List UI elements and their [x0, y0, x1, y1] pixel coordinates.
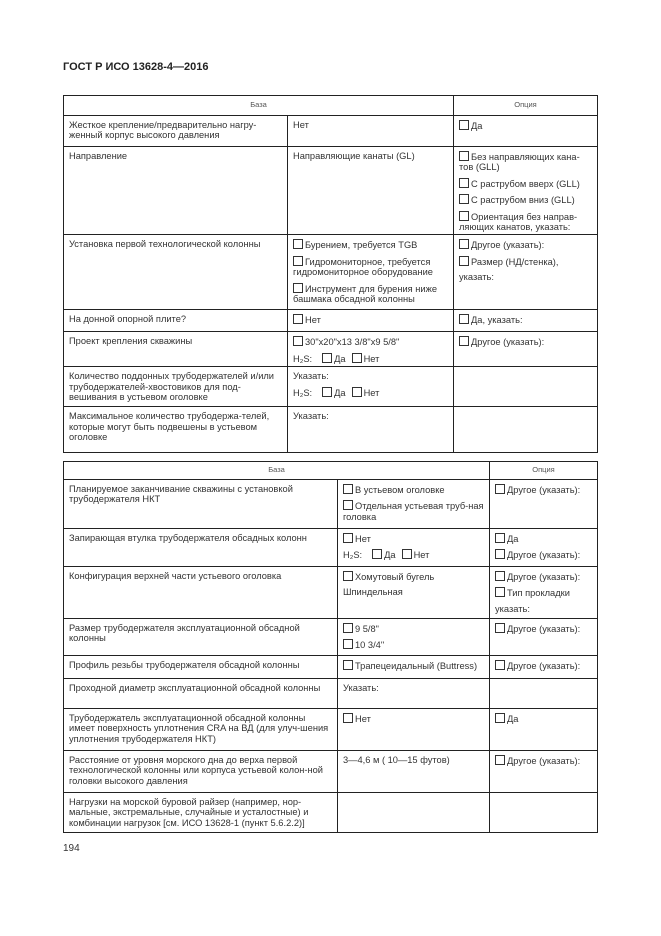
- text-segment: [343, 755, 450, 765]
- checkbox-icon[interactable]: [293, 283, 303, 293]
- option-cell: [454, 332, 598, 367]
- base-value-cell: [338, 679, 490, 709]
- cell-line: [293, 120, 448, 130]
- cell-text: Нет: [293, 120, 309, 130]
- cell-line: [495, 713, 592, 724]
- text-segment: [293, 411, 329, 421]
- checkbox-label: С раструбом вверх (GLL): [471, 178, 580, 189]
- page-number: 194: [63, 843, 80, 854]
- checkbox-option[interactable]: [343, 661, 477, 671]
- cell-line: [459, 256, 592, 267]
- checkbox-label: Без направляющих кана-тов (GLL): [459, 152, 580, 173]
- base-value-cell: [288, 407, 454, 453]
- cell-line: [459, 314, 592, 325]
- option-cell: [490, 567, 598, 619]
- checkbox-icon[interactable]: [495, 484, 505, 494]
- checkbox-option[interactable]: [343, 714, 371, 724]
- checkbox-icon[interactable]: [293, 314, 303, 324]
- table-row: [64, 116, 598, 147]
- base-label-cell: [64, 529, 338, 567]
- table-row: [64, 310, 598, 332]
- checkbox-option[interactable]: [459, 257, 558, 267]
- base-label-cell: [64, 310, 288, 332]
- checkbox-icon[interactable]: [459, 256, 469, 266]
- checkbox-option[interactable]: [459, 121, 482, 131]
- option-cell: [490, 480, 598, 529]
- cell-line: [343, 500, 484, 522]
- option-cell: [490, 656, 598, 679]
- cell-text: Указать:: [293, 371, 329, 382]
- cell-line: [293, 353, 448, 364]
- text-segment: [69, 713, 328, 744]
- cell-text: Указать:: [343, 683, 379, 693]
- checkbox-label: Нет: [413, 550, 430, 561]
- checkbox-icon[interactable]: [459, 194, 469, 204]
- checkbox-option[interactable]: [459, 195, 575, 205]
- cell-line: [293, 256, 448, 278]
- checkbox-label: Да: [507, 534, 519, 544]
- option-cell: [454, 407, 598, 453]
- checkbox-icon[interactable]: [343, 571, 353, 581]
- base-value-cell: [288, 235, 454, 310]
- text-segment: [69, 411, 269, 442]
- text-segment: [69, 571, 281, 581]
- checkbox-icon[interactable]: [343, 639, 353, 649]
- cell-line: [293, 371, 448, 381]
- cell-line: [343, 571, 484, 582]
- checkbox-icon[interactable]: [343, 484, 353, 494]
- checkbox-label: 9 5/8": [355, 624, 379, 634]
- header-base: База: [64, 462, 490, 480]
- checkbox-icon[interactable]: [402, 549, 412, 559]
- cell-line: [343, 639, 484, 650]
- base-value-cell: [338, 793, 490, 833]
- cell-line: [69, 683, 332, 693]
- checkbox-option[interactable]: [343, 624, 379, 634]
- text-segment: [293, 151, 415, 161]
- text-segment: [343, 683, 379, 693]
- text-segment: [69, 120, 256, 140]
- checkbox-option[interactable]: [372, 550, 395, 560]
- header-base: База: [64, 96, 454, 116]
- checkbox-icon[interactable]: [495, 660, 505, 670]
- cell-line: [69, 755, 332, 786]
- checkbox-label: В устьевом оголовке: [355, 485, 445, 495]
- checkbox-label: 30"x20"x13 3/8"x9 5/8": [305, 337, 400, 348]
- table-row: [64, 567, 598, 619]
- cell-line: [459, 336, 592, 347]
- table-row: [64, 709, 598, 751]
- text-segment: [293, 354, 312, 364]
- checkbox-option[interactable]: [322, 354, 345, 364]
- checkbox-option[interactable]: [402, 550, 430, 560]
- header-option: Опция: [490, 462, 598, 480]
- base-value-cell: [288, 367, 454, 407]
- checkbox-option[interactable]: [293, 337, 399, 347]
- text-segment: [69, 683, 320, 693]
- cell-text: Максимальное количество трубодержа-телей, которые могут быть подвешены в устьевом оголовке: [69, 411, 270, 443]
- checkbox-icon[interactable]: [322, 353, 332, 363]
- checkbox-option[interactable]: [495, 550, 580, 560]
- checkbox-icon[interactable]: [459, 120, 469, 130]
- checkbox-option[interactable]: [293, 257, 433, 277]
- cell-line: [69, 371, 282, 402]
- cell-line: [69, 411, 282, 442]
- cell-line: [293, 336, 448, 347]
- checkbox-label: Хомутовый бугель: [355, 572, 435, 582]
- base-label-cell: [64, 235, 288, 310]
- cell-text: H₂S:: [293, 353, 313, 364]
- checkbox-icon[interactable]: [293, 336, 303, 346]
- checkbox-label: Да: [334, 387, 346, 398]
- base-label-cell: [64, 407, 288, 453]
- cell-text: Запирающая втулка трубодержателя обсадных колонн: [69, 533, 307, 543]
- checkbox-option[interactable]: [459, 240, 544, 250]
- base-value-cell: [338, 567, 490, 619]
- cell-line: [459, 151, 592, 173]
- checkbox-icon[interactable]: [459, 239, 469, 249]
- cell-line: [343, 549, 484, 560]
- cell-line: [293, 314, 448, 325]
- base-value-cell: [338, 656, 490, 679]
- checkbox-icon[interactable]: [495, 755, 505, 765]
- cell-text: указать:: [459, 272, 494, 283]
- table-row: [64, 619, 598, 656]
- cell-line: [293, 411, 448, 421]
- checkbox-icon[interactable]: [352, 387, 362, 397]
- checkbox-label: Гидромониторное, требуется гидромониторное оборудование: [293, 256, 433, 278]
- checkbox-label: Нет: [355, 534, 371, 544]
- checkbox-option[interactable]: [293, 284, 437, 304]
- cell-line: [343, 623, 484, 634]
- base-label-cell: [64, 147, 288, 235]
- option-cell: [490, 529, 598, 567]
- cell-line: [69, 314, 282, 324]
- checkbox-icon[interactable]: [343, 533, 353, 543]
- checkbox-icon[interactable]: [459, 211, 469, 221]
- cell-line: [343, 533, 484, 544]
- base-value-cell: [288, 310, 454, 332]
- cell-text: Планируемое заканчивание скважины с установкой трубодержателя НКТ: [69, 484, 293, 505]
- table-row: [64, 656, 598, 679]
- cell-line: [293, 239, 448, 250]
- cell-line: [293, 283, 448, 305]
- cell-line: [495, 533, 592, 544]
- option-cell: [490, 679, 598, 709]
- checkbox-label: Другое (указать):: [507, 572, 581, 582]
- cell-line: [459, 120, 592, 131]
- base-value-cell: [338, 529, 490, 567]
- cell-line: [69, 120, 282, 141]
- checkbox-label: Нет: [363, 387, 380, 398]
- option-cell: [454, 116, 598, 147]
- cell-text: Шпиндельная: [343, 587, 403, 598]
- checkbox-option[interactable]: [459, 212, 577, 232]
- cell-line: [495, 604, 592, 614]
- checkbox-label: Тип прокладки: [507, 588, 570, 599]
- checkbox-option[interactable]: [459, 179, 580, 189]
- checkbox-label: Другое (указать):: [507, 661, 581, 671]
- cell-line: [459, 239, 592, 250]
- checkbox-option[interactable]: [293, 240, 417, 250]
- checkbox-icon[interactable]: [293, 256, 303, 266]
- checkbox-icon[interactable]: [495, 533, 505, 543]
- text-segment: [343, 550, 362, 560]
- cell-line: [459, 211, 592, 233]
- table-row: [64, 332, 598, 367]
- checkbox-option[interactable]: [343, 501, 484, 521]
- checkbox-option[interactable]: [352, 354, 380, 364]
- option-cell: [454, 310, 598, 332]
- text-segment: [343, 587, 403, 597]
- checkbox-label: Да: [507, 714, 519, 724]
- cell-line: [343, 660, 484, 671]
- cell-text: Трубодержатель эксплуатационной обсадной колонны имеет поверхность уплотнения CRA на ВД (для улуч-шения уплотнения трубодержателя НКТ): [69, 713, 329, 744]
- checkbox-option[interactable]: [495, 572, 580, 582]
- option-cell: [490, 751, 598, 793]
- base-label-cell: [64, 116, 288, 147]
- option-cell: [454, 147, 598, 235]
- base-value-cell: [338, 619, 490, 656]
- checkbox-option[interactable]: [322, 388, 345, 398]
- checkbox-label: Другое (указать):: [471, 240, 545, 251]
- checkbox-icon[interactable]: [343, 500, 353, 510]
- checkbox-option[interactable]: [495, 624, 580, 634]
- checkbox-icon[interactable]: [495, 549, 505, 559]
- text-segment: [459, 272, 494, 282]
- checkbox-icon[interactable]: [343, 623, 353, 633]
- cell-line: [343, 587, 484, 597]
- base-label-cell: [64, 480, 338, 529]
- checkbox-label: Другое (указать):: [507, 485, 581, 495]
- cell-text: Расстояние от уровня морского дна до верха первой технологической колонны или корпуса устьевой колон-ной головки высокого давления: [69, 755, 324, 786]
- text-segment: [69, 623, 300, 643]
- cell-line: [495, 660, 592, 671]
- checkbox-label: Другое (указать):: [507, 756, 581, 766]
- checkbox-label: Да: [334, 353, 346, 364]
- checkbox-icon[interactable]: [343, 660, 353, 670]
- checkbox-icon[interactable]: [459, 314, 469, 324]
- cell-text: H₂S:: [343, 550, 363, 561]
- checkbox-option[interactable]: [293, 315, 321, 325]
- cell-line: [69, 533, 332, 543]
- table-row: [64, 367, 598, 407]
- base-value-cell: [288, 332, 454, 367]
- cell-line: [459, 272, 592, 282]
- cell-line: [343, 484, 484, 495]
- checkbox-option[interactable]: [495, 588, 570, 598]
- base-value-cell: [288, 147, 454, 235]
- text-segment: [69, 314, 186, 324]
- text-segment: [69, 755, 323, 786]
- text-segment: [69, 151, 127, 161]
- cell-line: [495, 484, 592, 495]
- text-segment: [69, 533, 307, 543]
- base-label-cell: [64, 751, 338, 793]
- cell-text: Количество поддонных трубодержателей и/или трубодержателей-хвостовиков для под-вешивания в устьевом оголовке: [69, 371, 275, 403]
- cell-text: 3—4,6 м ( 10—15 футов): [343, 755, 450, 765]
- text-segment: [293, 120, 309, 130]
- text-segment: [69, 660, 299, 670]
- cell-text: Конфигурация верхней части устьевого оголовка: [69, 571, 282, 581]
- checkbox-icon[interactable]: [459, 336, 469, 346]
- cell-line: [495, 755, 592, 766]
- option-cell: [490, 709, 598, 751]
- checkbox-icon[interactable]: [293, 239, 303, 249]
- checkbox-icon[interactable]: [322, 387, 332, 397]
- checkbox-option[interactable]: [495, 661, 580, 671]
- option-cell: [454, 235, 598, 310]
- base-label-cell: [64, 656, 338, 679]
- checkbox-icon[interactable]: [495, 623, 505, 633]
- checkbox-option[interactable]: [459, 337, 544, 347]
- base-value-cell: [338, 480, 490, 529]
- cell-text: указать:: [495, 603, 530, 614]
- checkbox-icon[interactable]: [352, 353, 362, 363]
- checkbox-icon[interactable]: [459, 151, 469, 161]
- checkbox-label: Другое (указать):: [507, 624, 581, 634]
- table-row: [64, 480, 598, 529]
- cell-line: [459, 178, 592, 189]
- checkbox-icon[interactable]: [372, 549, 382, 559]
- cell-text: Направление: [69, 151, 128, 161]
- checkbox-label: Нет: [305, 315, 321, 326]
- cell-line: [343, 713, 484, 724]
- cell-text: Указать:: [293, 411, 329, 422]
- cell-line: [293, 387, 448, 398]
- base-value-cell: [288, 116, 454, 147]
- cell-line: [495, 549, 592, 560]
- checkbox-option[interactable]: [459, 315, 523, 325]
- cell-line: [69, 713, 332, 744]
- cell-line: [69, 623, 332, 644]
- base-label-cell: [64, 332, 288, 367]
- checkbox-icon[interactable]: [495, 587, 505, 597]
- checkbox-label: Размер (НД/стенка),: [471, 256, 559, 267]
- cell-line: [69, 336, 282, 346]
- cell-line: [69, 151, 282, 161]
- checkbox-option[interactable]: [343, 485, 445, 495]
- checkbox-option[interactable]: [495, 534, 518, 544]
- checkbox-option[interactable]: [459, 152, 580, 172]
- requirements-table-2: [63, 461, 598, 833]
- table-row: [64, 793, 598, 833]
- checkbox-label: Нет: [355, 714, 371, 724]
- text-segment: [69, 484, 293, 504]
- checkbox-label: Да, указать:: [471, 315, 523, 326]
- table-row: [64, 751, 598, 793]
- cell-line: [459, 194, 592, 205]
- checkbox-option[interactable]: [495, 756, 580, 766]
- table-row: [64, 529, 598, 567]
- text-segment: [495, 604, 530, 614]
- text-segment: [69, 239, 260, 249]
- text-segment: [69, 336, 192, 346]
- table-row: [64, 235, 598, 310]
- cell-line: [495, 571, 592, 582]
- base-value-cell: [338, 709, 490, 751]
- checkbox-option[interactable]: [495, 485, 580, 495]
- checkbox-label: 10 3/4": [355, 640, 385, 651]
- cell-text: Размер трубодержателя эксплуатационной обсадной колонны: [69, 623, 300, 644]
- checkbox-label: Другое (указать):: [507, 550, 581, 561]
- table-row: [64, 679, 598, 709]
- header-option: Опция: [454, 96, 598, 116]
- checkbox-option[interactable]: [352, 388, 380, 398]
- base-label-cell: [64, 679, 338, 709]
- cell-line: [343, 683, 484, 693]
- checkbox-label: Инструмент для бурения ниже башмака обсадной колонны: [293, 283, 438, 305]
- requirements-table-1: [63, 95, 598, 453]
- text-segment: [69, 797, 308, 828]
- cell-text: Нагрузки на морской буровой райзер (например, нор-мальные, экстремальные, случайные и усталостные) и комбинации нагрузок [см. ИСО 13628-1 (пункт 5.6.2.2)]: [69, 797, 309, 828]
- base-label-cell: [64, 793, 338, 833]
- checkbox-label: Нет: [363, 353, 380, 364]
- base-label-cell: [64, 619, 338, 656]
- base-label-cell: [64, 367, 288, 407]
- cell-line: [343, 755, 484, 765]
- table-row: [64, 407, 598, 453]
- cell-text: H₂S:: [293, 387, 313, 398]
- option-cell: [454, 367, 598, 407]
- checkbox-label: Бурением, требуется TGB: [305, 240, 418, 251]
- checkbox-option[interactable]: [495, 714, 518, 724]
- text-segment: [293, 371, 329, 381]
- base-label-cell: [64, 567, 338, 619]
- text-segment: [69, 371, 274, 402]
- checkbox-label: Отдельная устьевая труб-ная головка: [343, 501, 484, 522]
- cell-text: Направляющие канаты (GL): [293, 151, 415, 161]
- cell-line: [69, 797, 332, 828]
- checkbox-icon[interactable]: [343, 713, 353, 723]
- cell-line: [495, 623, 592, 634]
- checkbox-option[interactable]: [343, 534, 371, 544]
- base-label-cell: [64, 709, 338, 751]
- checkbox-label: Да: [471, 121, 483, 131]
- cell-text: Проект крепления скважины: [69, 336, 193, 347]
- checkbox-label: Другое (указать):: [471, 337, 545, 348]
- option-cell: [490, 793, 598, 833]
- option-cell: [490, 619, 598, 656]
- table-row: [64, 147, 598, 235]
- text-segment: [293, 388, 312, 398]
- checkbox-option[interactable]: [343, 640, 384, 650]
- checkbox-option[interactable]: [343, 572, 434, 582]
- cell-text: Проходной диаметр эксплуатационной обсадной колонны: [69, 683, 321, 693]
- checkbox-label: Трапецеидальный (Buttress): [355, 661, 478, 671]
- cell-line: [293, 151, 448, 161]
- cell-line: [69, 239, 282, 249]
- cell-line: [69, 660, 332, 670]
- checkbox-icon[interactable]: [495, 713, 505, 723]
- base-value-cell: [338, 751, 490, 793]
- cell-line: [495, 587, 592, 598]
- checkbox-icon[interactable]: [459, 178, 469, 188]
- cell-line: [69, 571, 332, 581]
- cell-text: На донной опорной плите?: [69, 314, 187, 325]
- checkbox-icon[interactable]: [495, 571, 505, 581]
- cell-text: Жесткое крепление/предварительно нагру-женный корпус высокого давления: [69, 120, 257, 141]
- cell-line: [69, 484, 332, 505]
- cell-text: Профиль резьбы трубодержателя обсадной колонны: [69, 660, 300, 670]
- checkbox-label: С раструбом вниз (GLL): [471, 195, 575, 206]
- document-title: ГОСТ Р ИСО 13628-4—2016: [63, 61, 209, 73]
- checkbox-label: Да: [384, 550, 396, 561]
- checkbox-label: Ориентация без направ-ляющих канатов, указать:: [459, 211, 578, 233]
- cell-text: Установка первой технологической колонны: [69, 239, 261, 250]
